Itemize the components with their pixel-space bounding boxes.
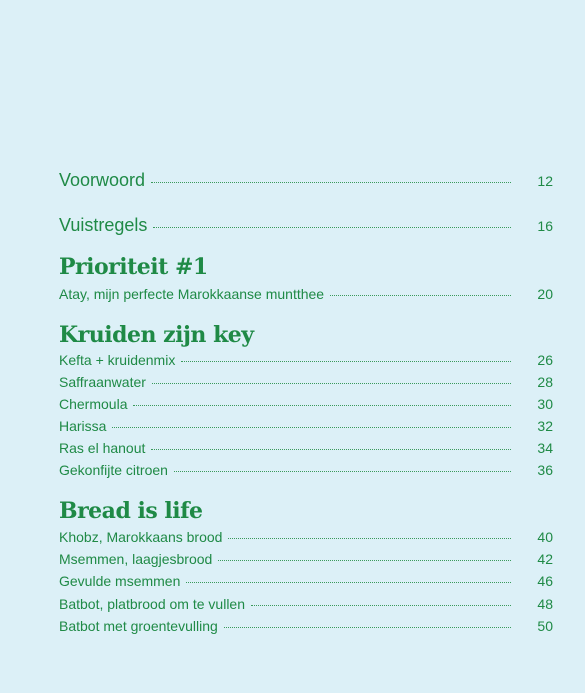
toc-entry-label: Ras el hanout [59, 440, 146, 456]
toc-entry[interactable] [59, 596, 553, 612]
toc-entry-page: 30 [537, 396, 553, 412]
toc-entry[interactable] [59, 551, 553, 567]
toc-entry-label: Batbot, platbrood om te vullen [59, 596, 246, 612]
dot-leader [133, 404, 511, 406]
toc-entry[interactable] [59, 440, 553, 456]
toc-entry[interactable] [59, 286, 553, 302]
section-title: Bread is life [59, 498, 203, 524]
toc-entry-label: Atay, mijn perfecte Marokkaanse muntthee [59, 286, 325, 302]
toc-entry-page: 28 [537, 374, 553, 390]
toc-entry[interactable] [59, 352, 553, 368]
dot-leader [228, 537, 511, 539]
toc-entry-page: 12 [537, 173, 553, 189]
toc-entry-page: 50 [537, 618, 553, 634]
toc-entry-page: 16 [537, 218, 553, 234]
toc-entry-page: 40 [537, 529, 553, 545]
toc-entry-page: 42 [537, 551, 553, 567]
toc-entry-label: Chermoula [59, 396, 128, 412]
dot-leader [224, 626, 511, 628]
dot-leader [112, 426, 511, 428]
dot-leader [153, 226, 511, 228]
toc-entry-label: Voorwoord [59, 170, 146, 190]
toc-entry[interactable] [59, 529, 553, 545]
toc-entry-label: Khobz, Marokkaans brood [59, 529, 223, 545]
toc-entry-page: 34 [537, 440, 553, 456]
toc-entry[interactable] [59, 618, 553, 634]
toc-entry-label: Batbot met groentevulling [59, 618, 218, 634]
toc-entry-label: Gevulde msemmen [59, 573, 181, 589]
dot-leader [181, 360, 511, 362]
toc-entry-page: 26 [537, 352, 553, 368]
toc-entry-label: Kefta + kruidenmix [59, 352, 176, 368]
toc-entry[interactable] [59, 374, 553, 390]
toc-entry-page: 46 [537, 573, 553, 589]
toc-entry-page: 20 [537, 286, 553, 302]
section-title: Kruiden zijn key [59, 322, 254, 348]
dot-leader [330, 294, 511, 296]
dot-leader [174, 470, 511, 472]
dot-leader [151, 448, 511, 450]
toc-entry[interactable] [59, 462, 553, 478]
dot-leader [251, 604, 511, 606]
toc-entry[interactable] [59, 396, 553, 412]
toc-entry-label: Gekonfijte citroen [59, 462, 168, 478]
toc-entry-page: 36 [537, 462, 553, 478]
dot-leader [152, 382, 511, 384]
toc-entry-vuistregels[interactable] [59, 215, 553, 236]
dot-leader [218, 559, 511, 561]
toc-entry-label: Msemmen, laagjesbrood [59, 551, 213, 567]
toc-entry-label: Harissa [59, 418, 107, 434]
section-title: Prioriteit #1 [59, 254, 208, 280]
dot-leader [151, 181, 511, 183]
toc-entry[interactable] [59, 418, 553, 434]
toc-entry-label: Vuistregels [59, 215, 148, 235]
dot-leader [186, 581, 511, 583]
toc-entry-page: 32 [537, 418, 553, 434]
toc-entry-voorwoord[interactable] [59, 170, 553, 191]
toc-entry[interactable] [59, 573, 553, 589]
toc-entry-label: Saffraanwater [59, 374, 146, 390]
toc-entry-page: 48 [537, 596, 553, 612]
